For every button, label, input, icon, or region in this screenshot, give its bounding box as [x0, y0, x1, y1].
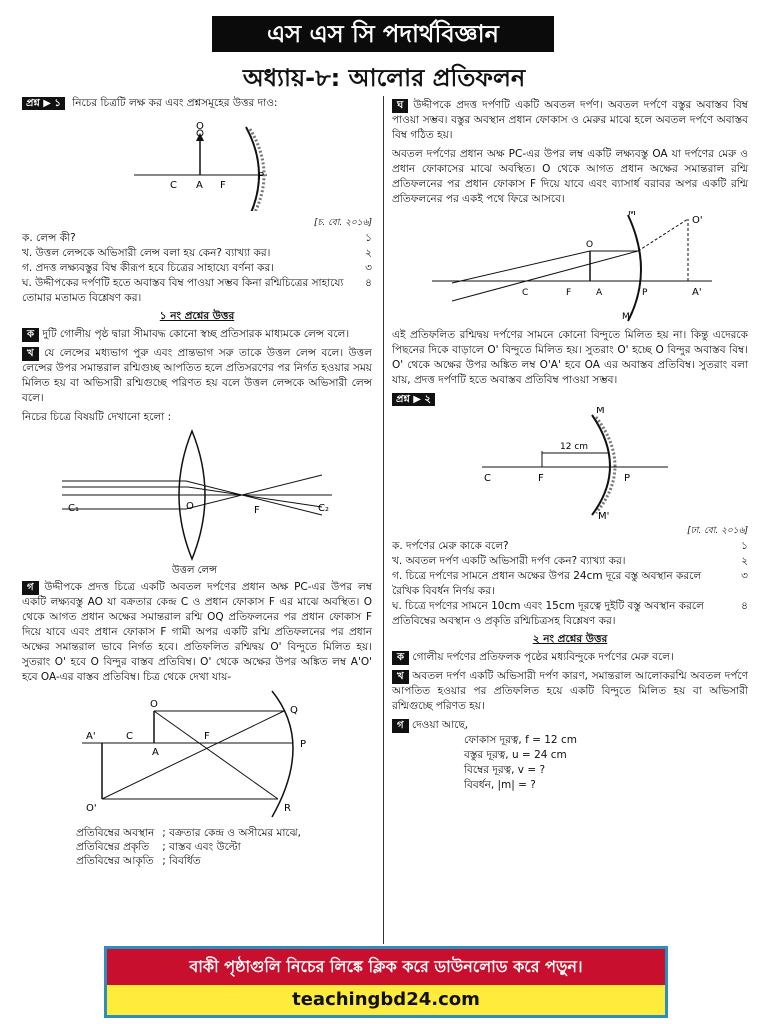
label-f: F	[566, 288, 572, 298]
q1-tag: প্রশ্ন ▶ ১	[22, 97, 65, 110]
q1-stem-line	[22, 96, 372, 111]
image-properties-table	[72, 826, 305, 868]
label-c: C	[170, 180, 177, 191]
label-o-prime: O'	[86, 803, 97, 814]
q1-item: গ. প্রদত্ত লক্ষ্যবস্তুর বিম্ব কীরূপ হবে চিত্রের সাহায্যে বর্ণনা কর। ৩	[22, 262, 372, 274]
virtual-image-figure	[392, 211, 748, 323]
given-line: বিম্বের দূরত্ব, v = ?	[464, 764, 546, 776]
q1-item: ক. লেন্স কী? ১	[22, 232, 372, 244]
extended-ray	[638, 219, 688, 251]
label-c: C	[522, 288, 529, 298]
q2-item: ঘ. চিত্রে দর্পণের সামনে 10cm এবং 15cm দূরত্বে দুইটি বস্তু অবস্থান করলে প্রতিবিম্বের অবস্থান ও প্রকৃতি রশ্মিচিত্রসহ বিশ্লেষণ কর। ৪	[392, 600, 748, 627]
ray	[154, 711, 278, 799]
given-line: বস্তুর দূরত্ব, u = 24 cm	[464, 749, 567, 761]
q2-item: খ. অবতল দর্পণ একটি অভিসারী দর্পণ কেন? ব্যাখ্যা কর। ২	[392, 555, 748, 567]
q2-item: ক. দর্পণের মেরু কাকে বলে? ১	[392, 540, 748, 552]
label-a-prime: A'	[86, 731, 96, 742]
label-c: C	[484, 473, 491, 484]
lens-caption: উত্তল লেন্স	[172, 565, 217, 575]
label-c2: C₂	[318, 503, 329, 514]
q2-mirror-figure	[392, 407, 748, 519]
table-row: প্রতিবিম্বের আকৃতি ; বিবর্ধিত	[76, 855, 201, 867]
label-r: R	[284, 803, 291, 814]
label-a: A	[196, 180, 203, 191]
table-row: প্রতিবিম্বের প্রকৃতি ; বাস্তব এবং উল্টো	[76, 841, 241, 853]
label-o: O	[186, 501, 194, 512]
concave-mirror	[592, 415, 610, 515]
label-p: P	[642, 288, 648, 298]
given-line: বিবর্ধন, |m| = ?	[464, 779, 536, 791]
q2-tag-line	[392, 392, 748, 407]
banner-link[interactable]: teachingbd24.com	[292, 989, 480, 1010]
left-column	[22, 96, 372, 868]
label-f: F	[220, 180, 226, 191]
right-column	[392, 98, 748, 793]
label-a: A	[152, 747, 159, 758]
q2-answer-kha: খ অবতল দর্পণ একটি অভিসারী দর্পণ কারণ, সমান্তরাল আলোকরশ্মি অবতল দর্পণে আপতিত হওয়ার পর প্রতিফলিত হয়ে একটি বিন্দুতে মিলিত হয় বা অভিসারী রশ্মিগুচ্ছে পরিণত হয়।	[392, 670, 748, 712]
real-image-figure	[22, 689, 372, 821]
q2-source: [ঢা. বো. ২০১৬]	[687, 526, 748, 536]
label-o: O	[586, 240, 594, 250]
given-values	[464, 733, 748, 793]
q2-answer-heading: ২ নং প্রশ্নের উত্তর	[532, 633, 608, 645]
label-p: P	[300, 739, 307, 750]
table-row: প্রতিবিম্বের অবস্থান ; বক্রতার কেন্দ্র ও অসীমের মাঝে,	[76, 827, 301, 839]
q1-answer-gha: ঘ উদ্দীপকে প্রদত্ত দর্পণটি একটি অবতল দর্পণ। অবতল দর্পণে বস্তুর অবাস্তব বিম্ব পাওয়া সম্ভব। বস্তুর অবস্থান প্রধান ফোকাস ও মেরুর মাঝে হলে অবতল দর্পণে অবাস্তব বিম্ব গঠিত হয়।	[392, 99, 748, 141]
column-divider	[383, 96, 384, 944]
q2-answer-ga: গ দেওয়া আছে,	[392, 718, 748, 733]
mirror-hatch	[596, 417, 615, 513]
label-p: P	[624, 473, 631, 484]
ray	[188, 487, 322, 507]
banner-text[interactable]: বাকী পৃষ্ঠাগুলি নিচের লিঙ্কে ক্লিক করে ডাউনলোড করে পড়ুন।	[107, 949, 665, 985]
label-distance: 12 cm	[560, 442, 589, 452]
q1-items	[22, 231, 372, 306]
q1-stem: নিচের চিত্রটি লক্ষ কর এবং প্রশ্নসমূহের উত্তর দাও:	[72, 97, 278, 109]
label-q: Q	[290, 705, 298, 716]
convex-lens-figure	[22, 425, 372, 575]
label-p: P	[258, 171, 265, 182]
q1-answer-gha-3: এই প্রতিফলিত রশ্মিদ্বয় দর্পণের সামনে কোনো বিন্দুতে মিলিত হয় না। কিন্তু এদেরকে পিছনের দিকে বাড়ালে O' বিন্দুতে মিলিত হয়। সুতরাং O' হচ্ছে O বিন্দুর অবাস্তব বিম্ব। O' থেকে অক্ষের উপর অঙ্কিত লম্ব O'A' হবে OA এর অবাস্তব প্রতিবিম্ব। সুতরাং বলা যায়, প্রদত্ত দর্পণটি হতে অবাস্তব প্রতিবিম্ব পাওয়া সম্ভব।	[392, 329, 748, 386]
label-o-prime: O'	[692, 215, 703, 226]
q1-source: [চ. বো. ২০১৬]	[314, 218, 372, 228]
given-line: ফোকাস দূরত্ব, f = 12 cm	[464, 734, 577, 746]
label-f: F	[204, 731, 210, 742]
chapter-heading: অধ্যায়-৮: আলোর প্রতিফলন	[242, 64, 526, 92]
q1-mirror-figure	[22, 111, 372, 211]
q2-items	[392, 539, 748, 629]
page-title: এস এস সি পদার্থবিজ্ঞান	[212, 16, 554, 52]
label-m-prime: M'	[598, 511, 610, 519]
concave-mirror	[628, 215, 641, 321]
label-f: F	[538, 473, 544, 484]
label-c1: C₁	[68, 503, 79, 514]
label-o: O	[196, 121, 204, 132]
label-c: C	[126, 731, 133, 742]
label-o: O	[150, 699, 158, 710]
download-banner[interactable]	[104, 946, 668, 1018]
q1-item: ঘ. উদ্দীপকের দর্পণটি হতে অবাস্তব বিম্ব পাওয়া সম্ভব কিনা রশ্মিচিত্রের সাহায্যে তোমার মতামত বিশ্লেষণ কর। ৪	[22, 277, 372, 304]
ray	[452, 251, 590, 283]
q2-tag: প্রশ্ন ▶ ২	[392, 393, 435, 406]
label-m-prime: M'	[622, 312, 633, 322]
q1-answer-gha-2: অবতল দর্পণের প্রধান অক্ষ PC-এর উপর লম্ব একটি লক্ষ্যবস্তু OA যা দর্পণের মেরু ও প্রধান ফোকাসের মাঝে অবস্থিত। O থেকে আগত প্রধান অক্ষের সমান্তরাল রশ্মি প্রতিফলনের পর প্রধান ফোকাস F দিয়ে যাবে এবং ব্যাসার্ধ বরাবর অপর একটি রশ্মি প্রতিফলনের পর একই পথে ফিরে আসবে।	[392, 148, 748, 205]
q2-answer-ka: ক গোলীয় দর্পণের প্রতিফলক পৃষ্ঠের মধ্যবিন্দুকে দর্পণের মেরু বলে।	[392, 650, 748, 665]
label-m: M	[628, 211, 636, 218]
label-m: M	[596, 407, 605, 416]
label-f: F	[254, 505, 260, 516]
q1-item: খ. উত্তল লেন্সকে অভিসারী লেন্স বলা হয় কেন? ব্যাখ্যা কর। ২	[22, 247, 372, 259]
label-a: A	[596, 288, 603, 298]
ray	[452, 251, 638, 301]
lens-intro: নিচের চিত্রে বিষয়টি দেখানো হলো :	[22, 411, 172, 423]
q1-answer-heading: ১ নং প্রশ্নের উত্তর	[159, 310, 235, 322]
q1-answer-kha: খ যে লেন্সের মধ্যভাগ পুরু এবং প্রান্তভাগ সরু তাকে উত্তল লেন্স বলে। উত্তল লেন্সের উপর সমান্তরাল রশ্মিগুচ্ছ আপতিত হলে প্রতিসরণের পর নির্গত হওয়ার সময় মিলিত হয় বা অভিসারী রশ্মিগুচ্ছে পরিণত হয় বলে উত্তল লেন্সকে অভিসারী লেন্স বলে।	[22, 347, 372, 404]
q2-item: গ. চিত্রে দর্পণের সামনে প্রধান অক্ষের উপর 24cm দূরে বস্তু অবস্থান করলে রৈখিক বিবর্ধন নির্ণয় কর। ৩	[392, 570, 748, 597]
label-a-prime: A'	[692, 287, 702, 298]
q1-answer-ga: গ উদ্দীপকে প্রদত্ত চিত্রে একটি অবতল দর্পণের প্রধান অক্ষ PC-এর উপর লম্ব একটি লক্ষ্যবস্তু AO যা বক্রতার কেন্দ্র C ও প্রধান ফোকাস F এর মাঝে অবস্থিত। O থেকে আগত প্রধান অক্ষের সমান্তরাল রশ্মি OQ প্রতিফলনের পর প্রধান ফোকাস F দিয়ে যাবে এবং প্রধান ফোকাস F গামী অপর একটি রশ্মি প্রতিফলনের পর প্রধান অক্ষের সমান্তরাল ভাবে নির্গত হবে। প্রতিফলিত রশ্মিদ্বয় O' বিন্দুতে মিলিত হয়। সুতরাং O' হবে O বিন্দুর বাস্তব প্রতিবিম্ব। O' থেকে অক্ষের উপর অঙ্কিত লম্ব A'O' হবে OA-এর বাস্তব প্রতিবিম্ব। চিত্র থেকে দেখা যায়-	[22, 581, 372, 683]
ray	[102, 711, 284, 799]
q1-answer-ka: ক দুটি গোলীয় পৃষ্ঠ দ্বারা সীমাবদ্ধ কোনো স্বচ্ছ প্রতিসারক মাধ্যমকে লেন্স বলে।	[22, 327, 372, 342]
